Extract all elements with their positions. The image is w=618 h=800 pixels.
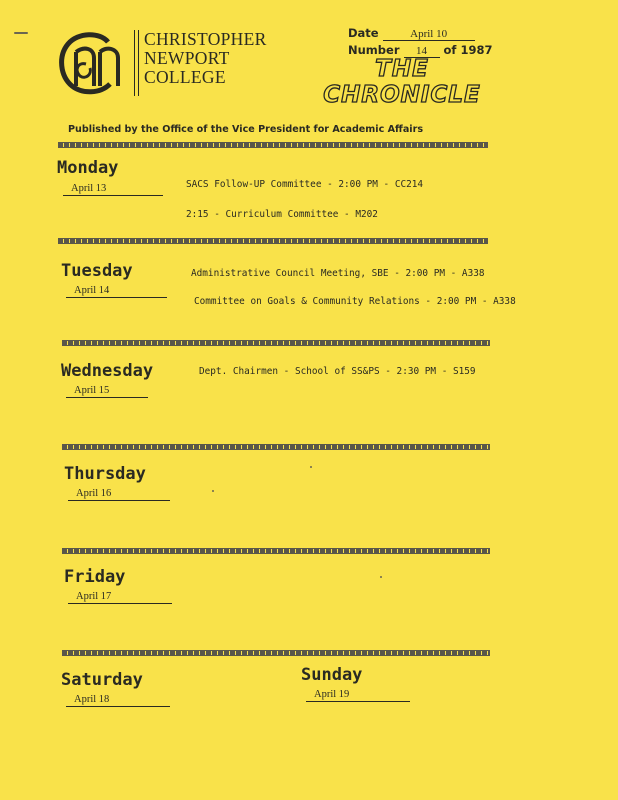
day-thursday: Thursday [64, 464, 146, 484]
title-line1: THE [375, 56, 429, 82]
divider-top [58, 142, 488, 148]
divider-thursday [62, 548, 490, 554]
publisher-line: Published by the Office of the Vice President for Academic Affairs [68, 124, 424, 135]
scan-speck [310, 466, 312, 468]
day-wednesday: Wednesday [61, 361, 154, 381]
date-monday: April 13 [63, 182, 163, 196]
event-tuesday-2: Committee on Goals & Community Relations - 2:00 PM - A338 [194, 296, 516, 307]
date-friday: April 17 [68, 590, 172, 604]
college-name-line3: COLLEGE [144, 67, 226, 87]
day-saturday: Saturday [61, 670, 143, 690]
day-friday: Friday [64, 567, 126, 587]
cnc-monogram-icon [56, 28, 126, 98]
college-name-line1: CHRISTOPHER [144, 29, 267, 49]
day-sunday: Sunday [301, 665, 363, 685]
divider-monday [58, 238, 488, 244]
college-name-line2: NEWPORT [144, 48, 230, 68]
date-row [348, 26, 492, 43]
date-saturday: April 18 [66, 693, 170, 707]
event-monday-2: 2:15 - Curriculum Committee - M202 [186, 209, 378, 220]
scan-speck [212, 490, 214, 492]
number-label: Number [348, 43, 400, 57]
divider-tuesday [62, 340, 490, 346]
year-text: of 1987 [443, 43, 493, 57]
event-tuesday-1: Administrative Council Meeting, SBE - 2:00 PM - A338 [191, 268, 485, 279]
day-tuesday: Tuesday [61, 261, 133, 281]
date-value: April 10 [383, 28, 475, 41]
date-thursday: April 16 [68, 487, 170, 501]
title-line2: CHRONICLE [323, 82, 481, 108]
logo-divider [134, 30, 139, 96]
college-name [144, 30, 267, 87]
divider-wednesday [62, 444, 490, 450]
date-label: Date [348, 26, 379, 40]
number-value: 14 [404, 45, 440, 58]
event-wednesday-1: Dept. Chairmen - School of SS&PS - 2:30 PM - S159 [199, 366, 476, 377]
scan-speck [380, 576, 382, 578]
date-sunday: April 19 [306, 688, 410, 702]
event-monday-1: SACS Follow-UP Committee - 2:00 PM - CC214 [186, 179, 424, 190]
scan-speck [14, 32, 28, 34]
date-wednesday: April 15 [66, 384, 148, 398]
day-monday: Monday [57, 158, 119, 178]
divider-friday [62, 650, 490, 656]
newsletter-title [322, 56, 482, 108]
issue-meta [348, 26, 492, 60]
college-logo [56, 26, 306, 102]
date-tuesday: April 14 [66, 284, 167, 298]
